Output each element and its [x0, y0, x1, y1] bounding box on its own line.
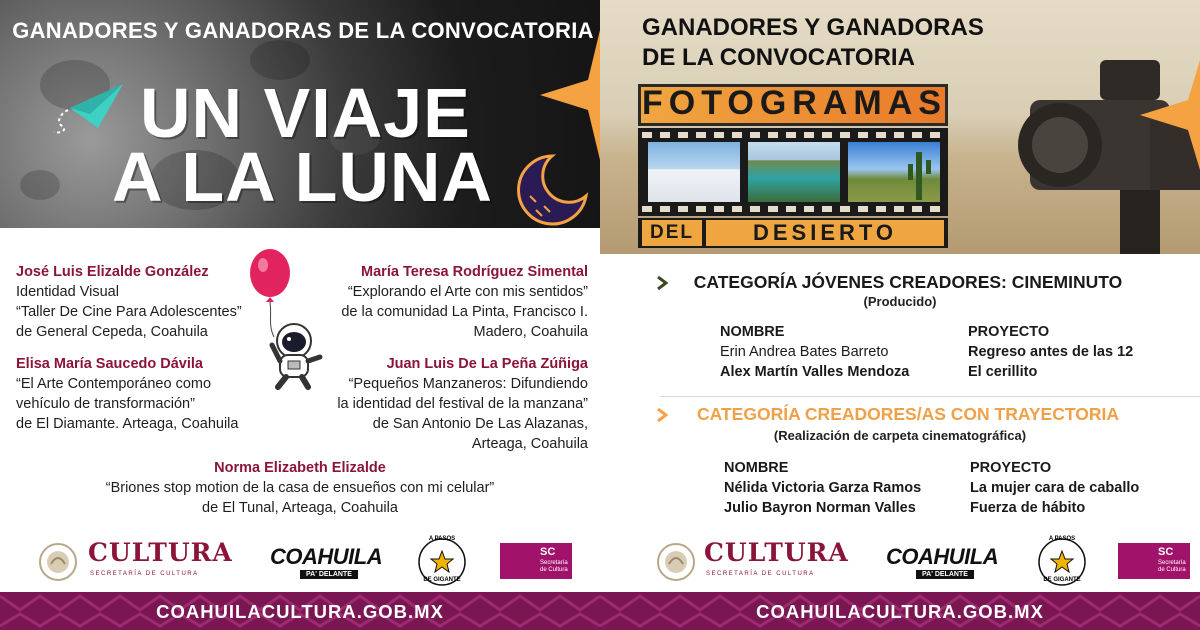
- footer-url-link[interactable]: COAHUILACULTURA.GOB.MX: [156, 601, 444, 622]
- winner-5: [0, 458, 600, 518]
- winner-line: “Pequeños Manzaneros: Difundiendo: [348, 376, 588, 392]
- mexico-seal-icon: [656, 542, 696, 582]
- winner-name: José Luis Elizalde González: [16, 264, 209, 280]
- coahuila-logo: COAHUILA: [270, 544, 383, 569]
- col-project-header: PROYECTO: [970, 460, 1052, 476]
- category-2-subtitle: (Realización de carpeta cinematográfica): [773, 428, 1027, 443]
- sc-logo-text: SC: [1158, 546, 1174, 558]
- sc-logo: [500, 543, 572, 579]
- cultura-logo: CULTURA: [704, 538, 849, 567]
- hero-top-line-2: DE LA CONVOCATORIA: [642, 44, 915, 71]
- winner-name: Norma Elizabeth Elizalde: [214, 460, 386, 476]
- sc-logo-text: SC: [540, 546, 556, 558]
- table-cell: Julio Bayron Norman Valles: [724, 500, 916, 516]
- cultura-logo: CULTURA: [88, 538, 233, 567]
- hero-top-line-1: GANADORES Y GANADORAS: [642, 14, 984, 41]
- col-project-header: PROYECTO: [968, 324, 1050, 340]
- hero-line-2: A LA LUNA: [112, 138, 493, 216]
- category-1-subtitle: (Producido): [863, 294, 937, 309]
- fotogramas-word: FOTOGRAMAS: [642, 84, 947, 122]
- star-decoration-icon: [1140, 60, 1200, 170]
- right-panel-fotogramas: [600, 0, 1200, 630]
- table-cell: Fuerza de hábito: [970, 500, 1086, 516]
- coahuila-logo-subtitle: PA' DELANTE: [300, 570, 358, 579]
- winner-line: Arteaga, Coahuila: [471, 436, 588, 452]
- winner-line: de San Antonio De Las Alazanas,: [372, 416, 588, 432]
- category-1-title: CATEGORÍA JÓVENES CREADORES: CINEMINUTO: [693, 272, 1123, 292]
- table-cell: La mujer cara de caballo: [970, 480, 1140, 496]
- star-decoration-icon: [530, 30, 600, 160]
- col-name-header: NOMBRE: [724, 460, 789, 476]
- winner-line: “Explorando el Arte con mis sentidos”: [347, 284, 588, 300]
- winner-line: Madero, Coahuila: [473, 324, 588, 340]
- film-frame-white-sands: [648, 142, 740, 202]
- cactus-icon: [848, 142, 940, 202]
- pasos-gigante-bottom: DE GIGANTE: [423, 577, 461, 583]
- coahuila-logo: COAHUILA: [886, 544, 999, 569]
- category-1-projects: [968, 322, 1133, 382]
- divider: [660, 396, 1200, 397]
- paper-plane-icon: [48, 78, 128, 138]
- winner-line: Identidad Visual: [16, 284, 119, 300]
- winner-line: de El Tunal, Arteaga, Coahuila: [202, 500, 398, 516]
- winner-line: “Taller De Cine Para Adolescentes”: [16, 304, 242, 320]
- col-name-header: NOMBRE: [720, 324, 785, 340]
- coahuila-logo-subtitle: PA' DELANTE: [916, 570, 974, 579]
- hero-line-1: UN VIAJE: [140, 74, 471, 152]
- film-strip: [638, 128, 948, 216]
- winner-line: de General Cepeda, Coahuila: [16, 324, 208, 340]
- cultura-logo-subtitle: SECRETARÍA DE CULTURA: [90, 571, 199, 577]
- astronaut-balloon-illustration: [248, 245, 328, 390]
- winner-4: [337, 354, 588, 454]
- del-word: DEL: [642, 220, 702, 246]
- mexico-seal-icon: [38, 542, 78, 582]
- film-frame-poza: [748, 142, 840, 202]
- table-cell: Regreso antes de las 12: [968, 344, 1134, 360]
- sc-logo: [1118, 543, 1190, 579]
- sc-logo-sub2: de Cultura: [1158, 567, 1186, 573]
- crescent-moon-icon: [512, 150, 592, 228]
- winner-line: de El Diamante. Arteaga, Coahuila: [16, 416, 239, 432]
- pasos-gigante-top: A PASOS: [428, 536, 456, 542]
- hero-top-title: GANADORES Y GANADORAS DE LA CONVOCATORIA: [12, 18, 594, 43]
- film-frame-cactus: [848, 142, 940, 202]
- winner-1: [16, 262, 242, 342]
- sc-logo-sub1: Secretaría: [1158, 560, 1186, 566]
- sc-logo-sub2: de Cultura: [540, 567, 568, 573]
- winner-name: Elisa María Saucedo Dávila: [16, 356, 203, 372]
- table-cell: Alex Martín Valles Mendoza: [720, 364, 910, 380]
- desierto-word: DESIERTO: [706, 220, 944, 246]
- desert-hero-banner: [600, 0, 1200, 254]
- winner-name: Juan Luis De La Peña Zúñiga: [386, 356, 588, 372]
- winner-line: “El Arte Contemporáneo como: [16, 376, 212, 392]
- logos-row: [600, 536, 1200, 586]
- cultura-logo-subtitle: SECRETARÍA DE CULTURA: [706, 571, 815, 577]
- pasos-gigante-bottom: DE GIGANTE: [1043, 577, 1081, 583]
- category-2-projects: [970, 458, 1139, 518]
- winner-line: vehículo de transformación”: [16, 396, 195, 412]
- winner-name: María Teresa Rodríguez Simental: [361, 264, 588, 280]
- footer-url-link[interactable]: COAHUILACULTURA.GOB.MX: [756, 601, 1044, 622]
- category-2-title: CATEGORÍA CREADORES/AS CON TRAYECTORIA: [697, 404, 1119, 424]
- pasos-gigante-top: A PASOS: [1048, 536, 1076, 542]
- winner-line: la identidad del festival de la manzana”: [337, 396, 588, 412]
- moon-hero-banner: [0, 0, 600, 228]
- category-1-names: [720, 322, 909, 382]
- logos-row: [0, 536, 600, 586]
- sc-logo-sub1: Secretaría: [540, 560, 568, 566]
- winner-line: “Briones stop motion de la casa de ensueños con mi celular”: [105, 480, 495, 496]
- category-2-names: [724, 458, 921, 518]
- winner-line: de la comunidad La Pinta, Francisco I.: [341, 304, 588, 320]
- winner-2: [341, 262, 588, 342]
- table-cell: El cerillito: [968, 364, 1038, 380]
- winner-3: [16, 354, 238, 434]
- table-cell: Nélida Victoria Garza Ramos: [724, 480, 922, 496]
- table-cell: Erin Andrea Bates Barreto: [720, 344, 889, 360]
